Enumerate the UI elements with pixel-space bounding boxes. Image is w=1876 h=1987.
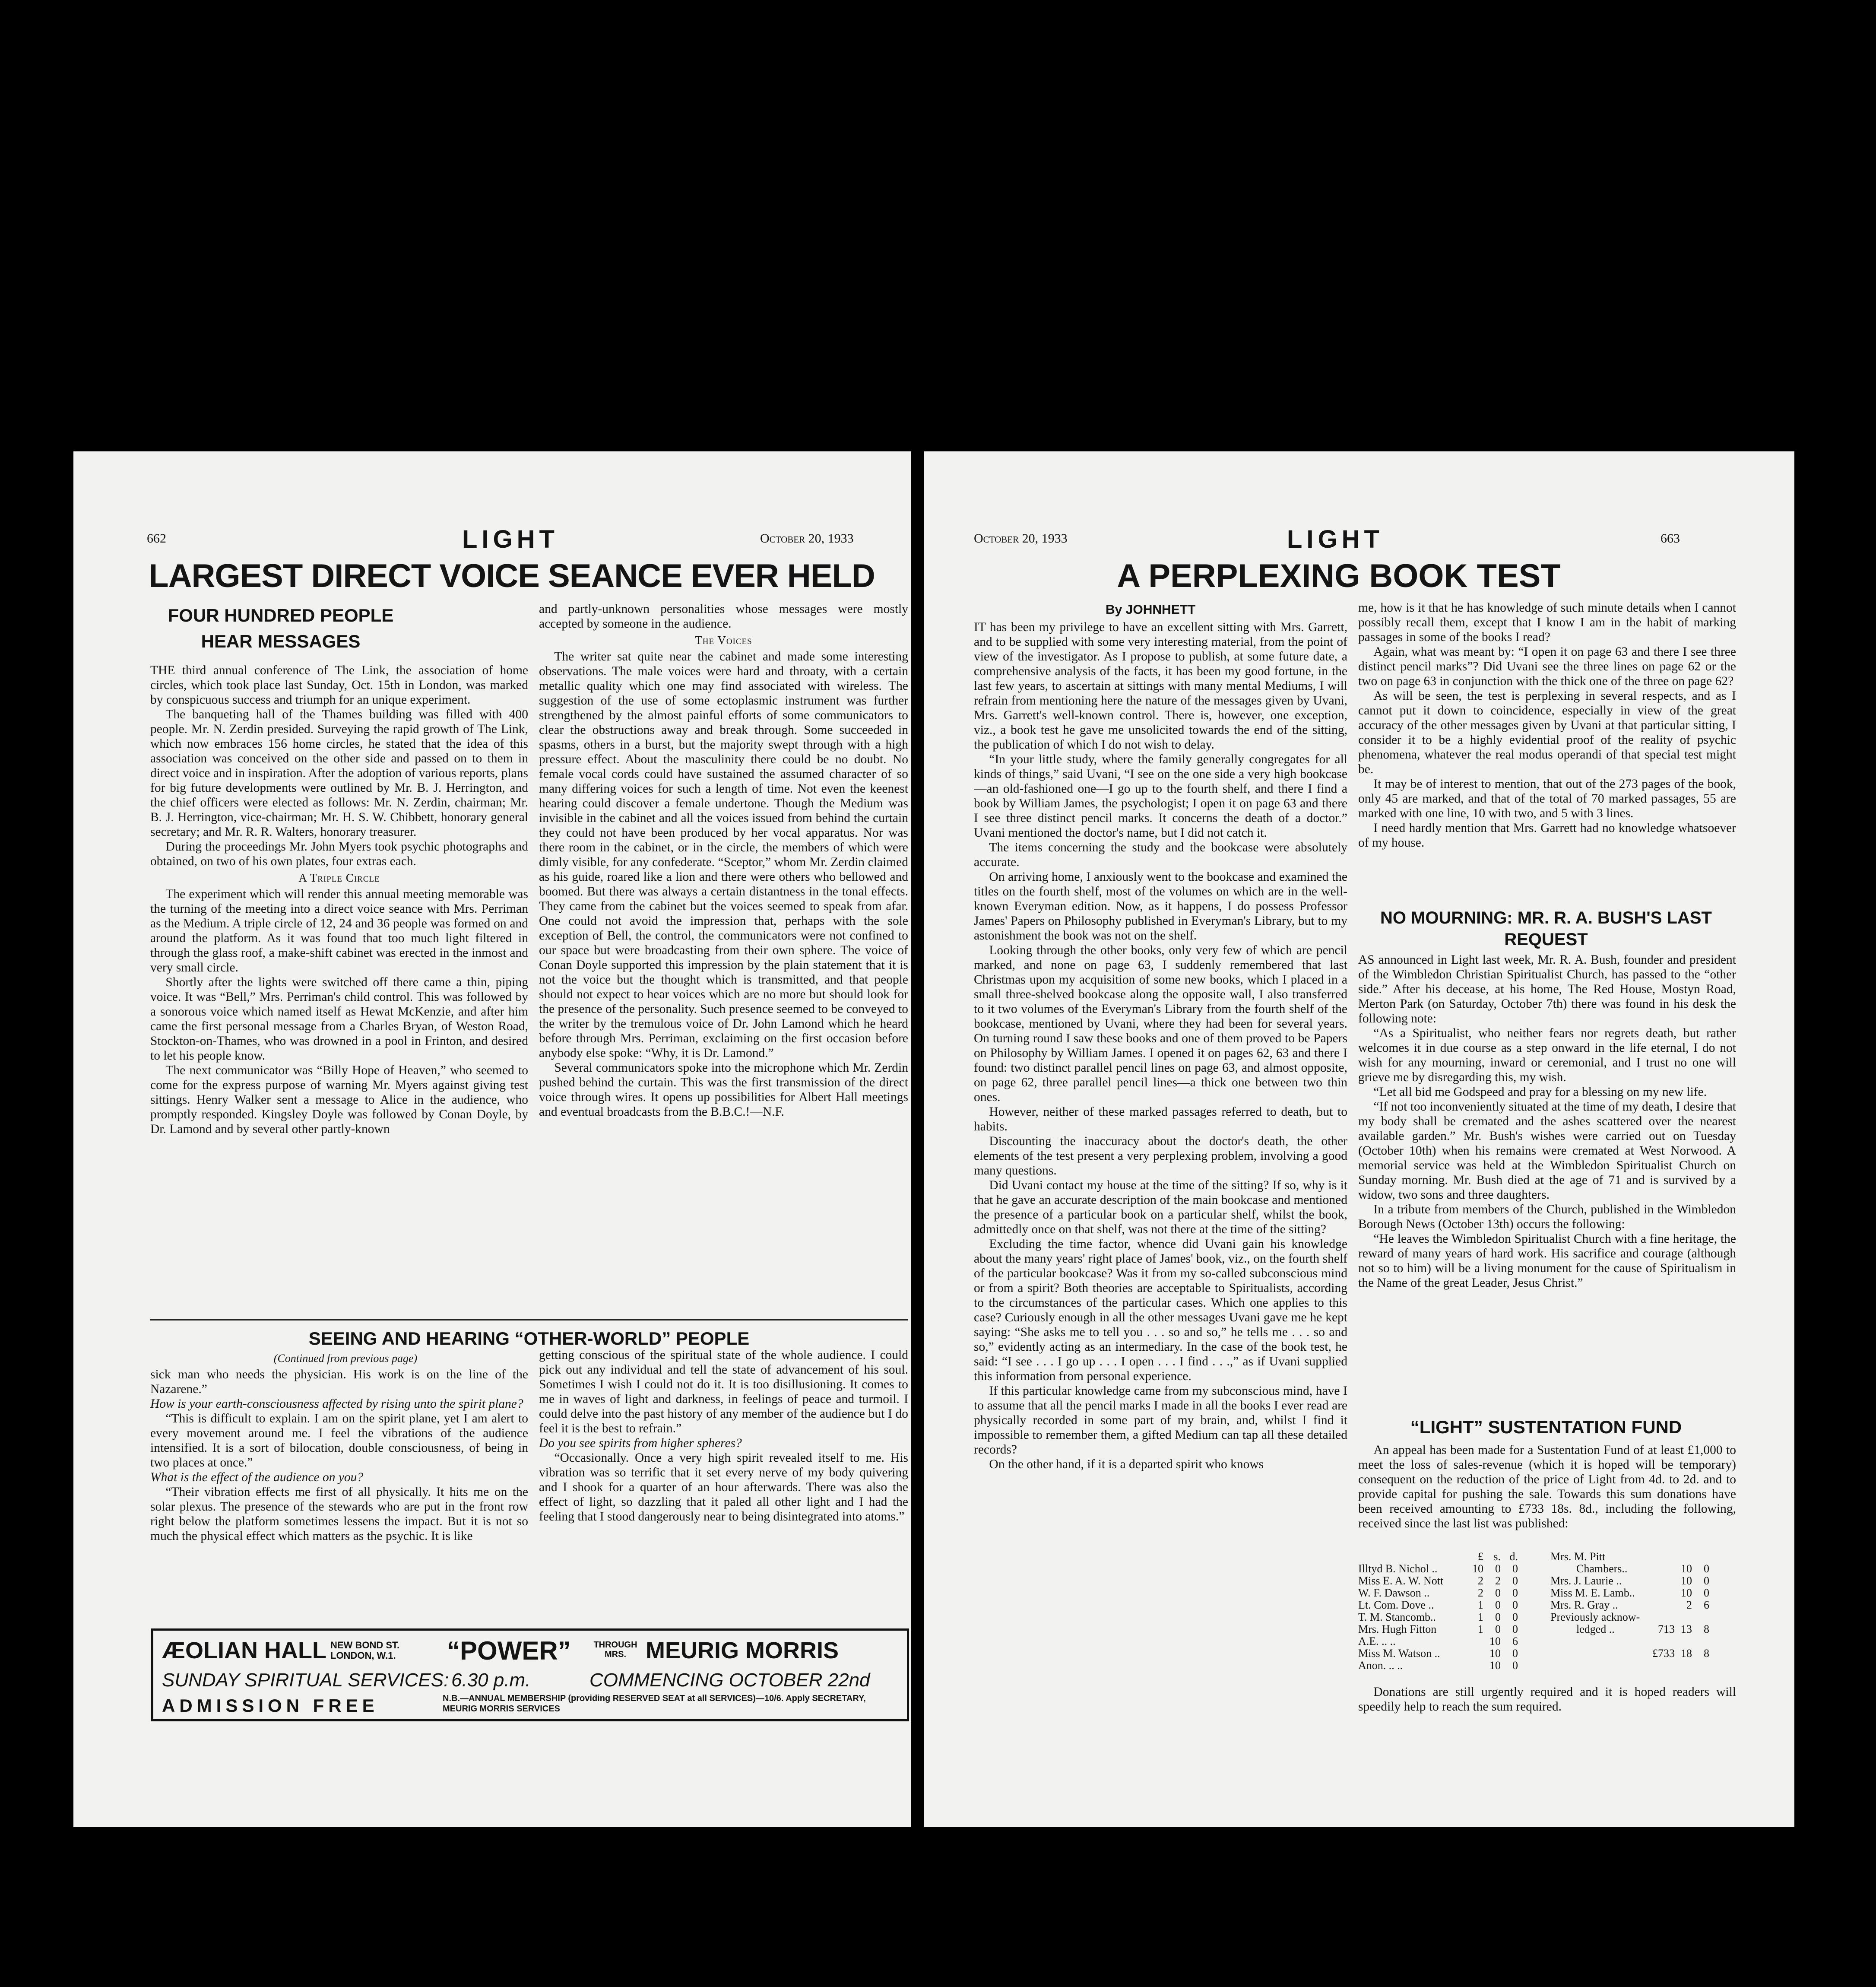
- issue-date: October 20, 1933: [974, 531, 1068, 546]
- table-cell: 0: [1512, 1599, 1518, 1611]
- ad-venue: ÆOLIAN HALL: [162, 1638, 326, 1663]
- table-row: [1550, 1611, 1712, 1623]
- subheadline: FOUR HUNDRED PEOPLE HEAR MESSAGES: [168, 605, 394, 651]
- ad-through: THROUGH MRS.: [593, 1640, 637, 1659]
- table-cell: A.E. .. ..: [1358, 1635, 1396, 1647]
- table-cell: [1652, 1563, 1677, 1575]
- fund-article: [1358, 1443, 1736, 1551]
- table-cell: [1652, 1587, 1677, 1599]
- mourning-headline: NO MOURNING: MR. R. A. BUSH'S LAST REQUEST: [1380, 908, 1712, 949]
- ad-speaker: MEURIG MORRIS: [646, 1638, 839, 1663]
- table-cell: 18: [1681, 1647, 1692, 1660]
- byline: By JOHNHETT: [1106, 603, 1196, 617]
- article-column-1: [974, 620, 1347, 1724]
- paragraph: “Their vibration effects me first of all physically. It hits me on the solar plexus. The presence of the stewards who are put in the front row right below the platform sometimes lessens the impact. But it is not so much the physical effect which matters as the psychic. It is like: [150, 1485, 528, 1543]
- table-cell: d.: [1509, 1550, 1518, 1563]
- paragraph: “Occasionally. Once a very high spirit revealed itself to me. His vibration was so terrific that it set every nerve of my body quivering and I shook for a quarter of an hour afterwards. There was also the effect of light, so dazzling that it paled all other light and I had the feeling that I stood dangerously near to being disintegrated into atoms.”: [539, 1451, 908, 1524]
- issue-date: October 20, 1933: [760, 531, 854, 546]
- article-column-3: [150, 1367, 528, 1626]
- table-cell: 0: [1512, 1587, 1518, 1599]
- table-cell: 2: [1686, 1599, 1692, 1611]
- paragraph: On arriving home, I anxiously went to the bookcase and examined the titles on the fourth shelf, most of the volumes on which are in the well-known Everyman edition. Now, as it happens, I do possess Professor James' Papers on Philosophy published in Everyman's Library, but to my astonishment the book was not on the shelf.: [974, 870, 1347, 943]
- article-column-1: [150, 663, 528, 1313]
- table-cell: 0: [1512, 1574, 1518, 1587]
- table-row: [1550, 1635, 1712, 1647]
- paragraph: The writer sat quite near the cabinet and made some interesting observations. The male voices were hard and throaty, with a certain metallic quality which one may find associated with wireless. The suggestion of the use of some ectoplasmic instrument was further strengthened by the almost painful efforts of some communicators to clear the obstructions away and break through. Some succeeded in spasms, others in a burst, but the majority swept through with a high pressure effect. About the masculinity there could be no doubt. No female vocal cords could have sustained the assumed character of so many differing voices for such a length of time. Not even the keenest hearing could discover a female undertone. Though the Medium was invisible in the cabinet and all the voices issued from behind the curtain they could not have been produced by her vocal apparatus. Nor was there room in the cabinet, or in the circle, the members of which were dimly visible, for any confederate. “Sceptor,” whom Mr. Zerdin claimed as his guide, roared like a lion and there were others who bellowed and boomed. But there was always a certain distantness in the tonal effects. They came from the cabinet but the voices seemed to speak from afar. One could not avoid the impression that, perhaps with the sole exception of Bell, the control, the communicators were not confined to our space but were broadcasting from their own sphere. The voice of Conan Doyle supported this impression by the plain statement that it is not the voice but the thought which is transmitted, and that people should not expect to hear voices which are no more but should look for the presence of the personality. Such presence seemed to be conveyed to the writer by the tremulous voice of Dr. John Lamond which he heard before through Mrs. Perriman, exclaiming on the first occasion before anybody else spoke: “Why, it is Dr. Lamond.”: [539, 650, 908, 1060]
- paragraph: The items concerning the study and the bookcase were absolutely accurate.: [974, 841, 1347, 869]
- headline: LARGEST DIRECT VOICE SEANCE EVER HELD: [149, 558, 875, 594]
- currency-header-row: [1358, 1551, 1521, 1563]
- paragraph: Donations are still urgently required and it is hoped readers will speedily help to reach the sum required.: [1358, 1685, 1736, 1714]
- table-cell: Miss E. A. W. Nott: [1358, 1574, 1444, 1587]
- table-cell: 8: [1704, 1647, 1709, 1660]
- question: Do you see spirits from higher spheres?: [539, 1436, 742, 1450]
- table-cell: 713: [1658, 1623, 1675, 1635]
- table-row: [1550, 1551, 1712, 1563]
- table-cell: 10: [1681, 1574, 1692, 1587]
- table-cell: [1677, 1611, 1695, 1623]
- table-row: [1358, 1660, 1521, 1672]
- table-cell: [1469, 1647, 1486, 1660]
- table-row: [1550, 1599, 1712, 1611]
- question: How is your earth-consciousness affected by rising unto the spirit plane?: [150, 1397, 523, 1411]
- table-cell: 13: [1681, 1623, 1692, 1635]
- table-row: [1550, 1575, 1712, 1587]
- ad-services: SUNDAY SPIRITUAL SERVICES:: [162, 1670, 449, 1691]
- table-cell: W. F. Dawson ..: [1358, 1587, 1430, 1599]
- table-cell: 0: [1512, 1659, 1518, 1672]
- table-cell: Miss M. Watson ..: [1358, 1647, 1440, 1660]
- table-row: [1358, 1623, 1521, 1635]
- table-cell: 0: [1704, 1587, 1709, 1599]
- table-cell: 0: [1512, 1647, 1518, 1660]
- paragraph: Shortly after the lights were switched off there came a thin, piping voice. It was “Bell,” Mrs. Perriman's child control. This was followed by a sonorous voice which named itself as Hewat McKenzie, and after him came the first personal message from a Charles Bryan, of Weston Road, Stockton-on-Thames, who was drowned in a pool in Frinton, and desired to let his people know.: [150, 975, 528, 1063]
- paragraph: Excluding the time factor, whence did Uvani gain his knowledge about the many years' right place of James' book, viz., on the fourth shelf of the particular bookcase? Was it from my so-called subconscious mind or from a spirit? Both theories are acceptable to Spiritualists, according to the circumstances of the particular cases. Which one applies to this case? Curiously enough in all the other messages Uvani gave me he kept saying: “She asks me to tell you . . . so and so,” he tells me . . . so and so,” evidently acting as an intermediary. In the case of the book test, he said: “I see . . . I go up . . . I open . . . I find . . .,” as if Uvani supplied this information from personal experience.: [974, 1237, 1347, 1383]
- table-cell: £733: [1652, 1647, 1675, 1660]
- table-cell: Chambers..: [1576, 1562, 1628, 1575]
- mourning-article: [1358, 952, 1736, 1410]
- table-cell: Previously acknow-: [1550, 1611, 1640, 1623]
- paragraph: Again, what was meant by: “I open it on page 63 and there I see three distinct pencil marks”? Did Uvani see the three lines on page 62 or the two on page 63 in conjunction with the thick one of the three on page 62?: [1358, 645, 1736, 688]
- paragraph: Looking through the other books, only very few of which are pencil marked, and none on page 63, I suddenly remembered that last Christmas upon my acquisition of some new books, which I placed in a small three-shelved bookcase along the opposite wall, I also transferred to it two volumes of the Everyman's Library from the fourth shelf of the bookcase, mentioned by Uvani, where they had been for several years. On turning round I saw these books and one of them proved to be Papers on Philosophy by William James. I opened it on pages 62, 63 and there I found: two distinct parallel pencil lines on page 63, and almost opposite, on page 62, three parallel pencil lines—a thick one between two thin ones.: [974, 943, 1347, 1104]
- ad-admission: ADMISSION FREE: [162, 1695, 379, 1716]
- paragraph: The banqueting hall of the Thames building was filled with 400 people. Mr. N. Zerdin presided. Surveying the rapid growth of The Link, which now embraces 156 home circles, he stated that the idea of this association was conceived on the other side and passed on to them in direct voice and in inspiration. After the adoption of various reports, plans for big future developments were outlined by Mr. B. J. Herrington, and the chief officers were elected as follows: Mr. N. Zerdin, chairman; Mr. B. J. Herrington, vice-chairman; Mr. H. S. W. Chibbett, honorary general secretary; and Mr. R. R. Walters, honorary treasurer.: [150, 708, 528, 839]
- masthead: LIGHT: [462, 525, 559, 553]
- table-row: [1358, 1587, 1521, 1599]
- fund-footer: [1358, 1685, 1736, 1719]
- section-heading: The Voices: [695, 634, 752, 647]
- paragraph: THE third annual conference of The Link, the association of home circles, which took place last Sunday, Oct. 15th in London, was marked by conspicuous success and triumph for an unique experiment.: [150, 663, 528, 707]
- total-row: [1550, 1647, 1712, 1660]
- ad-membership: N.B.—ANNUAL MEMBERSHIP (providing RESERVED SEAT at all SERVICES)—10/6. Apply SECRETARY, MEURIG MORRIS SERVICES: [443, 1694, 866, 1714]
- table-cell: 10: [1489, 1647, 1501, 1660]
- paragraph: The experiment which will render this annual meeting memorable was the turning of the meeting into a direct voice seance with Mrs. Perriman as the Medium. A triple circle of 12, 24 and 36 people was formed on and around the platform. As it was found that too much light filtered in through the glass roof, a make-shift cabinet was erected in the inmost and very small circle.: [150, 887, 528, 974]
- table-cell: 8: [1704, 1623, 1709, 1635]
- paragraph: “Let all bid me Godspeed and pray for a blessing on my new life.: [1373, 1085, 1707, 1099]
- continued-note: (Continued from previous page): [273, 1352, 418, 1365]
- table-cell: Illtyd B. Nichol ..: [1358, 1562, 1438, 1575]
- table-cell: Mrs. Hugh Fitton: [1358, 1623, 1437, 1635]
- table-cell: 0: [1704, 1574, 1709, 1587]
- table-cell: s.: [1493, 1550, 1501, 1563]
- paragraph: Several communicators spoke into the microphone which Mr. Zerdin pushed behind the curtain. This was the first transmission of the direct voice through wires. It opens up possibilities for Albert Hall meetings and eventual broadcasts from the B.B.C.!—N.F.: [539, 1061, 908, 1119]
- table-cell: ledged ..: [1576, 1623, 1615, 1635]
- table-cell: 0: [1495, 1599, 1501, 1611]
- table-cell: [1469, 1635, 1486, 1647]
- paragraph: “If not too inconveniently situated at the time of my death, I desire that my body shall be cremated and the ashes scattered over the nearest available garden.” Mr. Bush's wishes were carried out on Tuesday (October 10th) when his remains were cremated at West Norwood. A memorial service was held at the Wimbledon Spiritualist Church on Sunday morning. Mr. Bush died at the age of 71 and is survived by a widow, two sons and three daughters.: [1358, 1100, 1736, 1202]
- table-cell: [1469, 1660, 1486, 1672]
- paragraph: “In your little study, where the family generally congregates for all kinds of things,” said Uvani, “I see on the one side a very high bookcase—an old-fashioned one—I go up to the fourth shelf, and there I find a book by William James, the psychologist; I open it on page 63 and there I see three distinct pencil marks. It concerns the death of a doctor.” Uvani mentioned the doctor's name, but I did not catch it.: [974, 752, 1347, 840]
- donations-list-right: [1550, 1551, 1736, 1660]
- advertisement: [151, 1628, 909, 1721]
- table-cell: 0: [1495, 1587, 1501, 1599]
- question: What is the effect of the audience on you?: [150, 1470, 364, 1484]
- paragraph: I need hardly mention that Mrs. Garrett had no knowledge whatsoever of my house.: [1358, 821, 1736, 850]
- table-cell: [1550, 1647, 1652, 1660]
- ad-address: NEW BOND ST. LONDON, W.1.: [330, 1640, 400, 1661]
- table-cell: 0: [1495, 1562, 1501, 1575]
- paragraph: sick man who needs the physician. His work is on the line of the Nazarene.”: [150, 1368, 528, 1396]
- paragraph: In a tribute from members of the Church, published in the Wimbledon Borough News (October 13th) occurs the following:: [1358, 1203, 1736, 1231]
- ad-time: 6.30 p.m.: [451, 1670, 531, 1691]
- table-row: [1550, 1563, 1712, 1575]
- table-row: [1358, 1647, 1521, 1660]
- table-row: [1358, 1635, 1521, 1647]
- table-cell: Anon. .. ..: [1358, 1659, 1403, 1672]
- table-cell: [1652, 1575, 1677, 1587]
- table-cell: Mrs. J. Laurie ..: [1550, 1574, 1622, 1587]
- paragraph: As will be seen, the test is perplexing in several respects, and as I cannot put it down to coincidence, especially in view of the great accuracy of the other messages given by Uvani at that particular sitting, I consider it to be a highly evidential proof of the reality of psychic phenomena, whatever the real modus operandi of that special test might be.: [1358, 689, 1736, 776]
- paragraph: “He leaves the Wimbledon Spiritualist Church with a fine heritage, the reward of many years of hard work. His sacrifice and courage (although not so to him) will be a living monument for the cause of Spiritualism in the Name of the great Leader, Jesus Christ.”: [1358, 1232, 1736, 1290]
- table-row: [1550, 1623, 1712, 1635]
- table-cell: 10: [1472, 1562, 1483, 1575]
- paragraph: On the other hand, if it is a departed spirit who knows: [989, 1457, 1264, 1471]
- paragraph: However, neither of these marked passages referred to death, but to habits.: [974, 1105, 1347, 1133]
- article-column-2: [1358, 600, 1736, 903]
- ad-title: “POWER”: [447, 1636, 571, 1665]
- section-heading: A Triple Circle: [298, 871, 380, 884]
- page-number: 662: [147, 531, 166, 546]
- table-cell: 6: [1704, 1599, 1709, 1611]
- table-cell: 0: [1495, 1611, 1501, 1623]
- table-cell: T. M. Stancomb..: [1358, 1611, 1436, 1623]
- table-cell: 10: [1489, 1635, 1501, 1647]
- article-column-4: [539, 1348, 908, 1626]
- table-row: [1358, 1599, 1521, 1611]
- donations-table: [1358, 1551, 1521, 1672]
- table-cell: 0: [1512, 1562, 1518, 1575]
- table-cell: 1: [1478, 1611, 1483, 1623]
- table-cell: [1652, 1551, 1677, 1563]
- table-cell: 10: [1489, 1659, 1501, 1672]
- masthead: LIGHT: [1287, 525, 1384, 553]
- table-cell: 10: [1681, 1562, 1692, 1575]
- table-row: [1358, 1563, 1521, 1575]
- table-cell: Lt. Com. Dove ..: [1358, 1599, 1434, 1611]
- paragraph: and partly-unknown personalities whose messages were mostly accepted by someone in the audience.: [539, 602, 908, 631]
- table-cell: 0: [1495, 1623, 1501, 1635]
- table-row: [1358, 1611, 1521, 1623]
- paragraph: During the proceedings Mr. John Myers took psychic photographs and obtained, on two of his own plates, four extras each.: [150, 840, 528, 868]
- paragraph: “This is difficult to explain. I am on the spirit plane, yet I am alert to every movement around me. I feel the vibrations of the audience intensified. It is a sort of bilocation, double consciousness, of being in two places at once.”: [150, 1412, 528, 1470]
- paragraph: getting conscious of the spiritual state of the whole audience. I could pick out any individual and tell the state of advancement of his soul. Sometimes I wish I could not do it. It is too disillusioning. It comes to me in waves of light and darkness, in feelings of peace and turmoil. I could delve into the past history of any member of the audience but I do feel it is the best to refrain.”: [539, 1348, 908, 1435]
- table-cell: 0: [1704, 1562, 1709, 1575]
- table-cell: [1695, 1551, 1712, 1563]
- table-cell: 0: [1512, 1623, 1518, 1635]
- headline: A PERPLEXING BOOK TEST: [1117, 558, 1561, 594]
- article-column-2: [539, 602, 908, 1313]
- paragraph: Discounting the inaccuracy about the doctor's death, the other elements of the test present a very perplexing problem, involving a good many questions.: [974, 1134, 1347, 1178]
- donations-list-left: [1358, 1551, 1548, 1672]
- table-cell: Mrs. R. Gray ..: [1550, 1599, 1618, 1611]
- table-cell: [1652, 1611, 1677, 1623]
- table-cell: 6: [1512, 1635, 1518, 1647]
- paragraph: me, how is it that he has knowledge of such minute details when I cannot possibly recall them, except that I know I am in the habit of marking passages in some of the books I read?: [1358, 601, 1736, 644]
- paragraph: An appeal has been made for a Sustentation Fund of at least £1,000 to meet the loss of sales-revenue (which it is hoped will be temporary) consequent on the reduction of the price of Light from 4d. to 2d. and to provide capital for pushing the sale. Towards this sum donations have been received amounting to £733 18s. 8d., including the following, received since the last list was published:: [1358, 1443, 1736, 1530]
- table-cell: Miss M. E. Lamb..: [1550, 1587, 1635, 1599]
- paragraph: The next communicator was “Billy Hope of Heaven,” who seemed to come for the express purpose of warning Mr. Myers against giving test sittings. Henry Walker sent a message to Alice in the audience, who promptly responded. Kingsley Doyle was followed by Conan Doyle, by Dr. Lamond and by several other partly-known: [150, 1063, 528, 1136]
- paragraph: IT has been my privilege to have an excellent sitting with Mrs. Garrett, and to be supplied with some very interesting material, from the point of view of the investigator. As I propose to publish, at some future date, a comprehensive analysis of the facts, it has been my good fortune, in the last few years, to ascertain at sittings with many mental Mediums, I will refrain from mentioning here the nature of the messages given by Uvani, Mrs. Garrett's well-known control. There is, however, one exception, viz., a book test he gave me unsolicited towards the end of the sitting, the publication of which I do not wish to delay.: [974, 620, 1347, 752]
- donations-table: [1550, 1551, 1712, 1660]
- table-cell: [1677, 1551, 1695, 1563]
- table-cell: 1: [1478, 1623, 1483, 1635]
- table-cell: £: [1478, 1550, 1483, 1563]
- second-headline: SEEING AND HEARING “OTHER-WORLD” PEOPLE: [308, 1328, 750, 1349]
- paragraph: Did Uvani contact my house at the time of the sitting? If so, why is it that he gave an accurate description of the main bookcase and mentioned the presence of a particular book on a particular shelf, whilst the book, admittedly once on that shelf, was not there at the time of the sitting?: [974, 1178, 1347, 1236]
- left-page: [73, 451, 911, 1827]
- table-cell: 10: [1681, 1587, 1692, 1599]
- paragraph: AS announced in Light last week, Mr. R. A. Bush, founder and president of the Wimbledon Christian Spiritualist Church, has passed to the “other side.” After his decease, at his home, The Red House, Mostyn Road, Merton Park (on Saturday, October 7th) there was found in his desk the following note:: [1358, 953, 1736, 1025]
- paragraph: It may be of interest to mention, that out of the 273 pages of the book, only 45 are marked, and that of the total of 70 marked passages, 55 are marked with one line, 10 with two, and 5 with 3 lines.: [1358, 777, 1736, 820]
- table-cell: Mrs. M. Pitt: [1550, 1550, 1606, 1563]
- table-cell: 2: [1478, 1587, 1483, 1599]
- table-cell: 0: [1512, 1611, 1518, 1623]
- page-number: 663: [1661, 531, 1680, 546]
- table-cell: [1695, 1611, 1712, 1623]
- table-row: [1358, 1575, 1521, 1587]
- fund-headline: “LIGHT” SUSTENTATION FUND: [1410, 1417, 1682, 1437]
- ad-commencing: COMMENCING OCTOBER 22nd: [589, 1670, 870, 1691]
- table-row: [1550, 1587, 1712, 1599]
- right-page: [924, 451, 1794, 1827]
- paragraph: “As a Spiritualist, who neither fears nor regrets death, but rather welcomes it in due course as a step onward in the life eternal, I do not wish for any mourning, inward or ceremonial, and I trust no one will grieve me by disregarding this, my wish.: [1358, 1026, 1736, 1084]
- table-cell: [1652, 1599, 1677, 1611]
- table-cell: 1: [1478, 1599, 1483, 1611]
- table-cell: 2: [1495, 1574, 1501, 1587]
- divider-rule: [150, 1319, 908, 1320]
- paragraph: If this particular knowledge came from my subconscious mind, have I to assume that all the pencil marks I made in all the books I ever read are physically recorded in some part of my brain, and, whilst I find it impossible to remember them, a gifted Medium can tap all these detailed records?: [974, 1384, 1347, 1457]
- table-cell: 2: [1478, 1574, 1483, 1587]
